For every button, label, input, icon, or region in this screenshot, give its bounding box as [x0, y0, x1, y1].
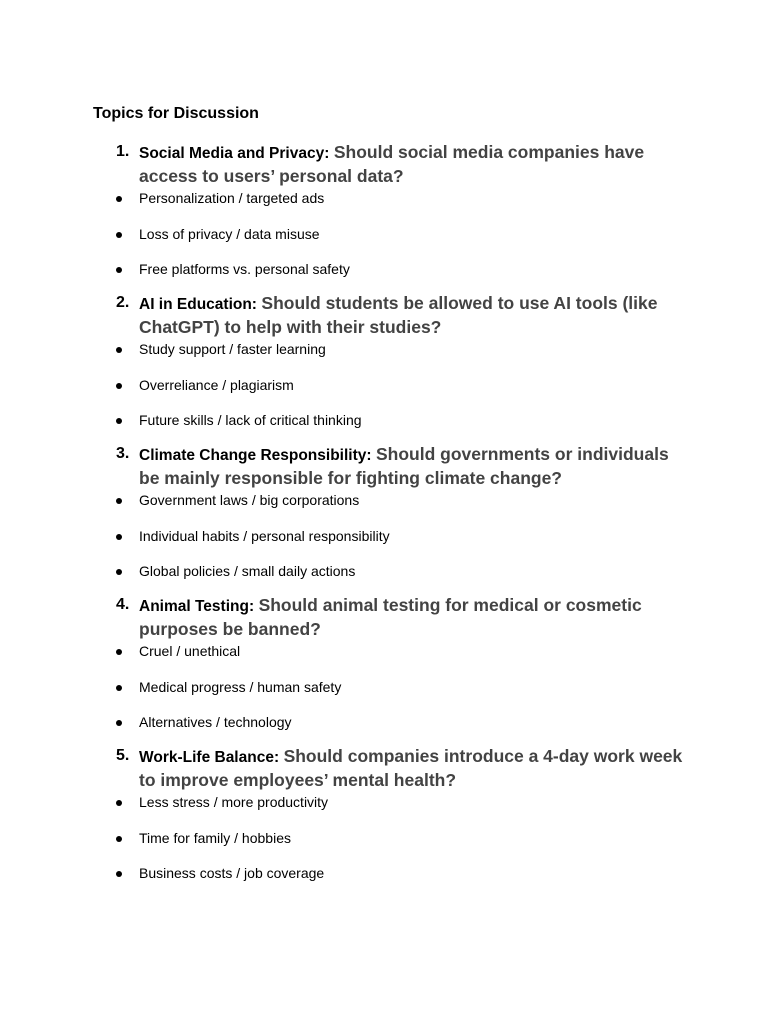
topic-points	[0, 340, 768, 447]
topic-number: 4.	[116, 596, 130, 613]
list-item: Overreliance / plagiarism	[0, 376, 768, 412]
list-item: Personalization / targeted ads	[0, 189, 768, 225]
topic-label: Social Media and Privacy:	[139, 145, 330, 162]
topic-question: Should governments or individuals be mainly responsible for fighting climate change?	[139, 444, 669, 488]
topic-social-media	[0, 141, 768, 296]
topic-question: Should companies introduce a 4-day work week to improve employees’ mental health?	[139, 746, 683, 790]
topic-number: 1.	[116, 143, 130, 160]
bullet-icon	[116, 498, 122, 504]
bullet-icon	[116, 685, 122, 691]
topic-points	[0, 793, 768, 900]
bullet-icon	[116, 800, 122, 806]
topic-label: AI in Education:	[139, 296, 257, 313]
bullet-icon	[116, 232, 122, 238]
list-item: Medical progress / human safety	[0, 678, 768, 714]
list-item: Individual habits / personal responsibility	[0, 527, 768, 563]
bullet-icon	[116, 534, 122, 540]
topic-question: Should social media companies have access to users’ personal data?	[139, 142, 645, 186]
bullet-icon	[116, 418, 122, 424]
topic-heading	[0, 292, 768, 340]
topic-label: Climate Change Responsibility:	[139, 447, 372, 464]
list-item: Government laws / big corporations	[0, 491, 768, 527]
list-item: Alternatives / technology	[0, 713, 768, 749]
topic-points	[0, 189, 768, 296]
list-item: Cruel / unethical	[0, 642, 768, 678]
list-item: Free platforms vs. personal safety	[0, 260, 768, 296]
topic-ai-education	[0, 292, 768, 447]
bullet-icon	[116, 720, 122, 726]
topic-number: 3.	[116, 445, 130, 462]
topic-climate-change	[0, 443, 768, 598]
topic-label: Work-Life Balance:	[139, 749, 280, 766]
bullet-icon	[116, 383, 122, 389]
bullet-icon	[116, 649, 122, 655]
bullet-icon	[116, 347, 122, 353]
topic-animal-testing	[0, 594, 768, 749]
list-item: Study support / faster learning	[0, 340, 768, 376]
topic-points	[0, 491, 768, 598]
list-item: Future skills / lack of critical thinking	[0, 411, 768, 447]
list-item: Loss of privacy / data misuse	[0, 225, 768, 261]
list-item: Business costs / job coverage	[0, 864, 768, 900]
document-title: Topics for Discussion	[93, 105, 259, 122]
bullet-icon	[116, 836, 122, 842]
topic-heading	[0, 141, 768, 189]
list-item: Less stress / more productivity	[0, 793, 768, 829]
topic-question: Should students be allowed to use AI tools (like ChatGPT) to help with their studies?	[139, 293, 658, 337]
topic-heading	[0, 443, 768, 491]
topic-question: Should animal testing for medical or cosmetic purposes be banned?	[139, 595, 642, 639]
topic-work-life-balance	[0, 745, 768, 900]
list-item: Time for family / hobbies	[0, 829, 768, 865]
bullet-icon	[116, 871, 122, 877]
bullet-icon	[116, 569, 122, 575]
bullet-icon	[116, 267, 122, 273]
topic-heading	[0, 594, 768, 642]
topic-label: Animal Testing:	[139, 598, 255, 615]
topic-number: 5.	[116, 747, 130, 764]
topic-points	[0, 642, 768, 749]
list-item: Global policies / small daily actions	[0, 562, 768, 598]
topic-number: 2.	[116, 294, 130, 311]
bullet-icon	[116, 196, 122, 202]
topic-heading	[0, 745, 768, 793]
